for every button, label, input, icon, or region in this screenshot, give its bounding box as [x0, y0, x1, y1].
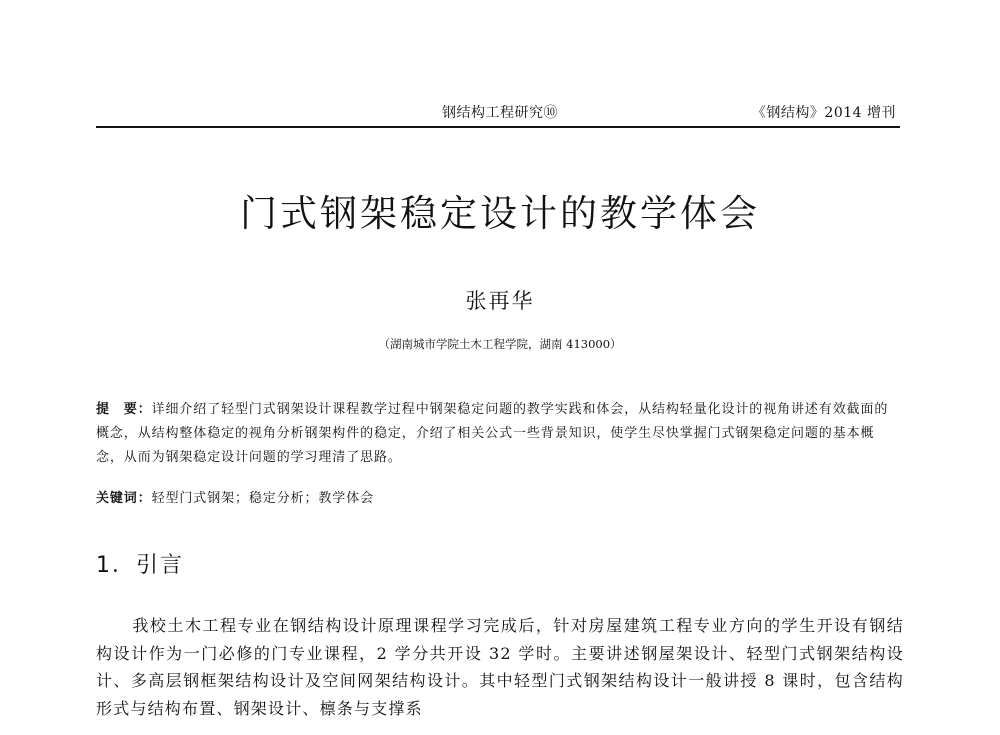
- journal-series: 钢结构工程研究⑩: [442, 105, 558, 121]
- body-paragraph: [96, 612, 904, 722]
- keywords-label: 关键词：: [96, 491, 152, 506]
- keywords: [96, 487, 374, 506]
- abstract: [96, 398, 902, 470]
- author-affiliation: （湖南城市学院土木工程学院，湖南 413000）: [378, 337, 622, 351]
- abstract-text: 详细介绍了轻型门式钢架设计课程教学过程中钢架稳定问题的教学实践和体会，从结构轻量化设计的视角讲述有效截面的概念，从结构整体稳定的视角分析钢架构件的稳定，介绍了相关公式一些背景知识，使学生尽快掌握门式钢架稳定问题的基本概念，从而为钢架稳定设计问题的学习理清了思路。: [96, 402, 889, 465]
- section-heading: 1．引言: [96, 553, 184, 578]
- keywords-text: 轻型门式钢架；稳定分析；教学体会: [151, 491, 375, 506]
- paragraph-text: 我校土木工程专业在钢结构设计原理课程学习完成后，针对房屋建筑工程专业方向的学生开设有钢结构设计作为一门必修的门专业课程，2 学分共开设 32 学时。主要讲述钢屋架设计、轻型门式钢架结构设计、多高层钢框架结构设计及空间网架结构设计。其中轻型门式钢架结构设计一般讲授 8 课时，包含结构形式与结构布置、钢架设计、檩条与支撑系: [96, 616, 904, 718]
- running-header: [96, 100, 900, 128]
- journal-issue: 《钢结构》2014 增刊: [751, 105, 896, 121]
- paper-title: 门式钢架稳定设计的教学体会: [240, 192, 760, 235]
- abstract-label: 提 要：: [96, 402, 152, 417]
- author-name: 张再华: [465, 289, 535, 313]
